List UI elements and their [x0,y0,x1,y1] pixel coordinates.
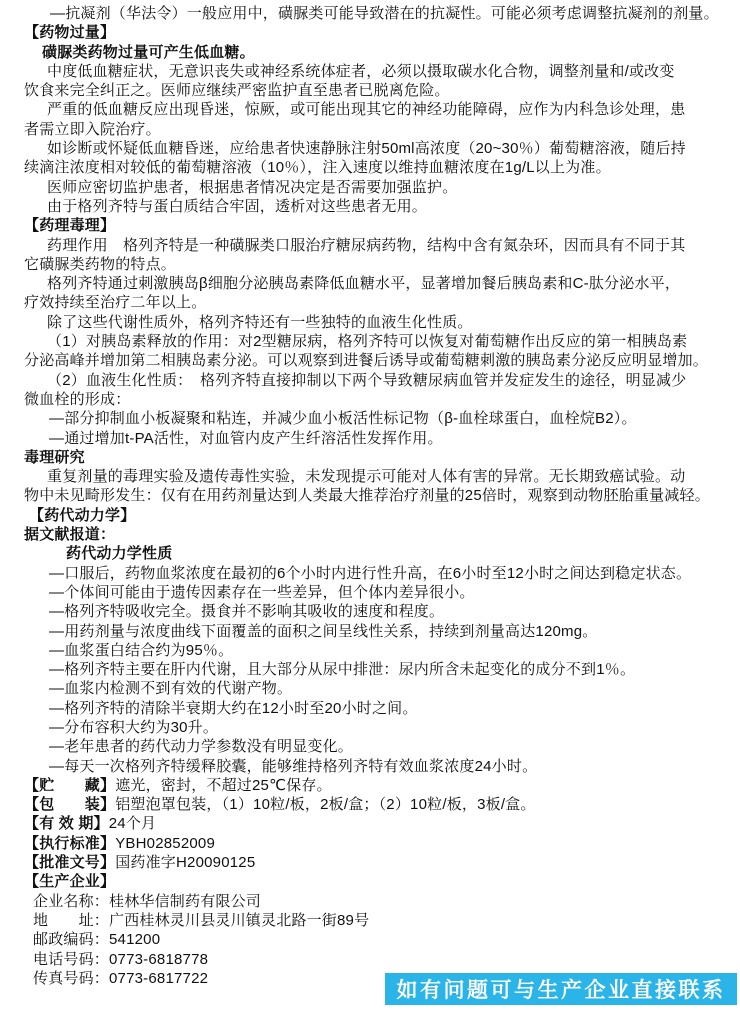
text-segment: —通过增加t-PA活性，对血管内皮产生纤溶活性发挥作用。 [49,429,443,447]
text-segment-bold: 【药物过量】 [24,24,116,42]
text-segment: 续滴注浓度相对较低的葡萄糖溶液（10％），注入速度以维持血糖浓度在1g/L以上为准。 [24,159,611,177]
text-segment: 药理作用 格列齐特是一种磺脲类口服治疗糖尿病药物，结构中含有氮杂环，因而具有不同于其 [47,236,686,254]
text-line [24,544,734,563]
text-segment: 传真号码：0773-6817722 [33,969,209,987]
text-segment: 医师应密切监护患者，根据患者情况决定是否需要加强监护。 [47,178,458,196]
text-line [24,62,734,81]
contact-banner [385,973,737,1005]
text-line [24,564,734,583]
text-line [24,486,734,505]
text-segment-bold: 【有 效 期】 [24,815,109,833]
text-segment: 企业名称：桂林华信制药有限公司 [33,892,262,910]
text-line [24,583,734,602]
text-line [24,139,734,158]
text-line [24,795,734,814]
text-line [24,699,734,718]
contact-banner-label: 如有问题可与生产企业直接联系 [396,979,726,1002]
text-line [24,506,734,525]
text-segment: 格列齐特通过刺激胰岛β细胞分泌胰岛素降低血糖水平，显著增加餐后胰岛素和C-肽分泌水平， [47,275,681,293]
text-line [24,737,734,756]
text-segment: 饮食来完全纠正之。医师应继续严密监护直至患者已脱离危险。 [24,82,450,100]
text-segment: 微血栓的形成： [24,390,131,408]
text-segment: —格列齐特主要在肝内代谢，且大部分从尿中排泄：尿内所含未起变化的成分不到1％。 [49,661,636,679]
text-segment: —血浆蛋白结合约为95％。 [49,641,234,659]
text-line [24,950,734,969]
text-segment-bold: 【执行标准】 [24,834,116,852]
text-segment: —抗凝剂（华法令）一般应用中，磺脲类可能导致潜在的抗凝性。可能必须考虑调整抗凝剂的剂量。 [50,5,719,22]
text-segment-bold: 【批准文号】 [24,854,116,872]
text-line [24,641,734,660]
text-segment-bold: 药代动力学性质 [66,545,173,563]
text-line [24,216,734,235]
text-line [24,930,734,949]
text-line [24,351,734,370]
text-segment: 国药准字H20090125 [115,854,256,872]
text-line [24,872,734,891]
text-line [24,4,734,23]
text-line [24,660,734,679]
text-segment: 除了这些代谢性质外，格列齐特还有一些独特的血液生化性质。 [47,313,473,331]
text-segment: —口服后，药物血浆浓度在最初的6个小时内进行性升高，在6小时至12小时之间达到稳定状态。 [49,564,692,582]
text-line [24,814,734,833]
text-segment: 疗效持续至治疗二年以上。 [24,294,207,312]
text-segment-bold: 【贮 藏】 [24,776,116,794]
text-segment: 物中未见畸形发生：仅有在用药剂量达到人类最大推荐治疗剂量的25倍时，观察到动物胚胎重量减轻。 [24,487,710,505]
text-segment-bold: 【药代动力学】 [29,506,136,524]
text-segment: 地 址：广西桂林灵川县灵川镇灵北路一街89号 [33,911,370,929]
text-segment: —用药剂量与浓度曲线下面覆盖的面积之间呈线性关系，持续到剂量高达120mg。 [49,622,598,640]
text-segment: —每天一次格列齐特缓释胶囊，能够维持格列齐特有效血浆浓度24小时。 [49,757,538,775]
text-line [24,313,734,332]
text-segment: —分布容积大约为30升。 [49,718,219,736]
text-line [24,911,734,930]
document-lines [24,4,734,988]
text-line [24,120,734,139]
text-line [24,43,734,62]
text-segment: —血浆内检测不到有效的代谢产物。 [49,680,293,698]
text-line [24,293,734,312]
text-segment: 如诊断或怀疑低血糖昏迷，应给患者快速静脉注射50ml高浓度（20~30％）葡萄糖溶液，随后持 [47,140,686,158]
text-segment: —老年患者的药代动力学参数没有明显变化。 [49,738,354,756]
text-line [24,274,734,293]
text-segment-bold: 毒理研究 [24,448,85,466]
text-segment: 严重的低血糖反应出现昏迷，惊厥，或可能出现其它的神经功能障碍，应作为内科急诊处理，患 [47,101,686,119]
text-line [24,197,734,216]
text-line [24,602,734,621]
text-line [24,448,734,467]
text-line [24,853,734,872]
text-segment: 分泌高峰并增加第二相胰岛素分泌。可以观察到进餐后诱导或葡萄糖刺激的胰岛素分泌反应明显增加。 [24,352,709,370]
text-segment: 电话号码：0773-6818778 [33,950,209,968]
text-line [24,158,734,177]
text-segment-bold: 【生产企业】 [24,873,116,891]
text-segment: —格列齐特吸收完全。摄食并不影响其吸收的速度和程度。 [49,603,445,621]
text-segment: 者需立即入院治疗。 [24,120,161,138]
text-line [24,776,734,795]
text-line [24,332,734,351]
text-line [24,718,734,737]
text-segment: 中度低血糖症状，无意识丧失或神经系统体症者，必须以摄取碳水化合物，调整剂量和/或改变 [47,62,675,80]
text-line [24,467,734,486]
text-line [24,23,734,42]
text-segment-bold: 【包 装】 [24,796,116,814]
text-segment-bold: 磺脲类药物过量可产生低血糖。 [42,43,255,61]
text-segment: 遮光，密封，不超过25℃保存。 [115,776,332,794]
text-segment: （2）血液生化性质： 格列齐特直接抑制以下两个导致糖尿病血管并发症发生的途径，明显减少 [47,371,687,389]
text-segment: 由于格列齐特与蛋白质结合牢固，透析对这些患者无用。 [47,197,428,215]
text-line [24,525,734,544]
text-segment: 24个月 [108,815,157,833]
text-line [24,255,734,274]
text-line [24,409,734,428]
text-segment: 铝塑泡罩包装，（1）10粒/板，2板/盒；（2）10粒/板，3板/盒。 [115,796,536,814]
text-line [24,178,734,197]
text-segment: 邮政编码：541200 [33,931,161,949]
text-line [24,390,734,409]
text-line [24,679,734,698]
text-line [24,622,734,641]
text-line [24,100,734,119]
text-segment: YBH02852009 [115,834,215,852]
text-line [24,81,734,100]
text-segment: —部分抑制血小板凝聚和粘连，并减少血小板活性标记物（β-血栓球蛋白，血栓烷B2）。 [49,410,637,428]
text-line [24,236,734,255]
text-line [24,892,734,911]
text-segment: —格列齐特的清除半衰期大约在12小时至20小时之间。 [49,699,418,717]
text-line [24,757,734,776]
text-segment: （1）对胰岛素释放的作用：对2型糖尿病，格列齐特可以恢复对葡萄糖作出反应的第一相胰岛素 [47,333,688,351]
text-segment-bold: 【药理毒理】 [24,217,116,235]
text-line [24,834,734,853]
text-line [24,429,734,448]
text-segment-bold: 据文献报道： [24,526,116,544]
text-segment: 它磺脲类药物的特点。 [24,255,177,273]
text-segment: —个体间可能由于遗传因素存在一些差异，但个体内差异很小。 [49,583,475,601]
text-line [24,371,734,390]
text-segment: 重复剂量的毒理实验及遗传毒性实验，未发现提示可能对人体有害的异常。无长期致癌试验。动 [47,468,686,486]
